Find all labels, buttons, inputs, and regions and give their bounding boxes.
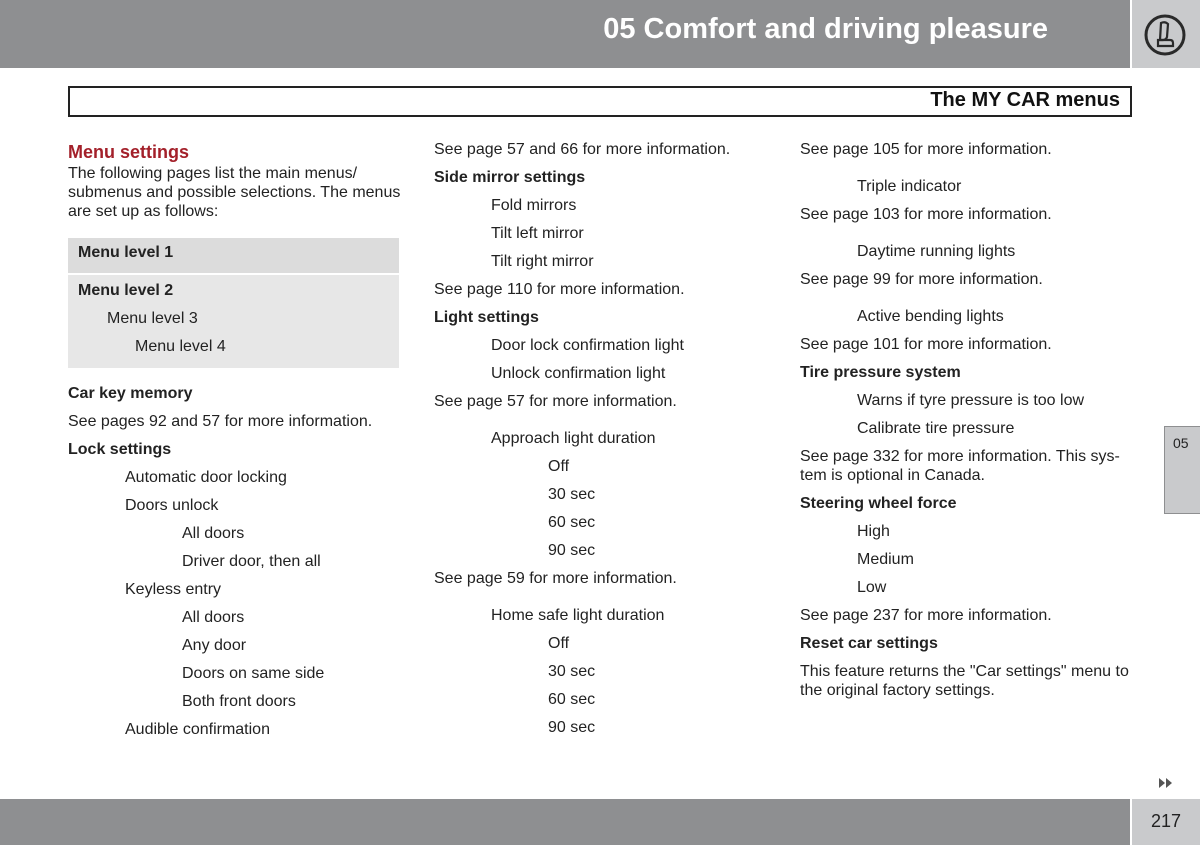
menu-item-low: Low <box>857 579 887 596</box>
page-number: 217 <box>1150 811 1181 831</box>
column-3 <box>800 140 1130 700</box>
menu-item-see-pages-92-and-57-for-more-information: See pages 92 and 57 for more information. <box>68 413 373 430</box>
column-3-lines <box>800 140 1130 700</box>
menu-item-high: High <box>857 523 890 540</box>
menu-item-keyless-entry: Keyless entry <box>125 581 222 598</box>
section-title: The MY CAR menus <box>930 89 1120 111</box>
menu-item-60-sec: 60 sec <box>548 691 596 708</box>
menu-item-triple-indicator: Triple indicator <box>857 178 962 195</box>
menu-item-home-safe-light-duration: Home safe light duration <box>491 607 665 624</box>
menu-item-all-doors: All doors <box>182 609 245 626</box>
menu-item-see-page-332-for-more-information-this-s: See page 332 for more information. This sys- tem is optional in Canada. <box>800 448 1120 484</box>
menu-item-see-page-105-for-more-information: See page 105 for more information. <box>800 141 1052 158</box>
menu-item-90-sec: 90 sec <box>548 542 596 559</box>
menu-item-fold-mirrors: Fold mirrors <box>491 197 577 214</box>
menu-level-2-label: Menu level 2 <box>78 282 174 299</box>
menu-item-see-page-237-for-more-information: See page 237 for more information. <box>800 607 1052 624</box>
menu-item-any-door: Any door <box>182 637 247 654</box>
menu-settings-heading: Menu settings <box>68 142 190 162</box>
column-1 <box>68 140 403 739</box>
menu-item-tilt-left-mirror: Tilt left mirror <box>491 225 584 242</box>
menu-item-automatic-door-locking: Automatic door locking <box>125 469 287 486</box>
menu-heading-side-mirror-settings: Side mirror settings <box>434 169 586 186</box>
menu-item-calibrate-tire-pressure: Calibrate tire pressure <box>857 420 1015 437</box>
menu-item-approach-light-duration: Approach light duration <box>491 430 656 447</box>
seat-icon <box>1144 14 1186 56</box>
menu-item-30-sec: 30 sec <box>548 663 596 680</box>
menu-item-30-sec: 30 sec <box>548 486 596 503</box>
column-2 <box>434 140 769 737</box>
menu-item-daytime-running-lights: Daytime running lights <box>857 243 1016 260</box>
menu-item-medium: Medium <box>857 551 914 568</box>
page-number-box <box>1132 799 1200 845</box>
menu-heading-steering-wheel-force: Steering wheel force <box>800 495 957 512</box>
header-bar <box>0 0 1130 68</box>
menu-item-90-sec: 90 sec <box>548 719 596 736</box>
double-arrow-right-icon <box>1158 777 1174 789</box>
menu-item-doors-on-same-side: Doors on same side <box>182 665 325 682</box>
menu-item-see-page-110-for-more-information: See page 110 for more information. <box>434 281 685 298</box>
menu-level-table <box>68 238 399 368</box>
menu-heading-car-key-memory: Car key memory <box>68 385 193 402</box>
side-tab-label: 05 <box>1173 435 1189 451</box>
menu-item-see-page-59-for-more-information: See page 59 for more information. <box>434 570 677 587</box>
menu-heading-reset-car-settings: Reset car settings <box>800 635 938 652</box>
menu-item-unlock-confirmation-light: Unlock confirmation light <box>491 365 666 382</box>
menu-item-driver-door-then-all: Driver door, then all <box>182 553 321 570</box>
menu-item-all-doors: All doors <box>182 525 245 542</box>
menu-heading-tire-pressure-system: Tire pressure system <box>800 364 961 381</box>
chapter-icon-box <box>1132 0 1200 68</box>
footer-bar <box>0 799 1130 845</box>
menu-item-see-page-57-and-66-for-more-information: See page 57 and 66 for more information. <box>434 141 731 158</box>
menu-item-60-sec: 60 sec <box>548 514 596 531</box>
menu-item-tilt-right-mirror: Tilt right mirror <box>491 253 594 270</box>
menu-level-2-block <box>68 275 399 368</box>
menu-item-this-feature-returns-the-car-settings-me: This feature returns the "Car settings" menu to the original factory settings. <box>800 663 1129 699</box>
column-2-lines <box>434 140 769 737</box>
menu-level-1-row <box>68 238 399 273</box>
intro-paragraph: The following pages list the main menus/ submenus and possible selections. The menus are set up as follows: <box>68 165 401 220</box>
menu-item-see-page-101-for-more-information: See page 101 for more information. <box>800 336 1052 353</box>
column-1-lines <box>68 384 403 739</box>
menu-item-see-page-99-for-more-information: See page 99 for more information. <box>800 271 1043 288</box>
menu-item-doors-unlock: Doors unlock <box>125 497 219 514</box>
menu-level-4-label: Menu level 4 <box>135 338 226 355</box>
menu-item-door-lock-confirmation-light: Door lock confirmation light <box>491 337 684 354</box>
menu-item-see-page-57-for-more-information: See page 57 for more information. <box>434 393 677 410</box>
section-header <box>68 86 1132 117</box>
menu-level-1-label: Menu level 1 <box>78 244 174 261</box>
menu-item-off: Off <box>548 458 570 475</box>
chapter-side-tab <box>1164 426 1200 514</box>
menu-item-active-bending-lights: Active bending lights <box>857 308 1004 325</box>
menu-level-3-label: Menu level 3 <box>107 310 198 327</box>
menu-heading-lock-settings: Lock settings <box>68 441 172 458</box>
menu-item-warns-if-tyre-pressure-is-too-low: Warns if tyre pressure is too low <box>857 392 1085 409</box>
menu-item-audible-confirmation: Audible confirmation <box>125 721 270 738</box>
chapter-title: 05 Comfort and driving pleasure <box>603 13 1048 45</box>
menu-heading-light-settings: Light settings <box>434 309 539 326</box>
menu-item-off: Off <box>548 635 570 652</box>
menu-item-see-page-103-for-more-information: See page 103 for more information. <box>800 206 1052 223</box>
menu-item-both-front-doors: Both front doors <box>182 693 296 710</box>
